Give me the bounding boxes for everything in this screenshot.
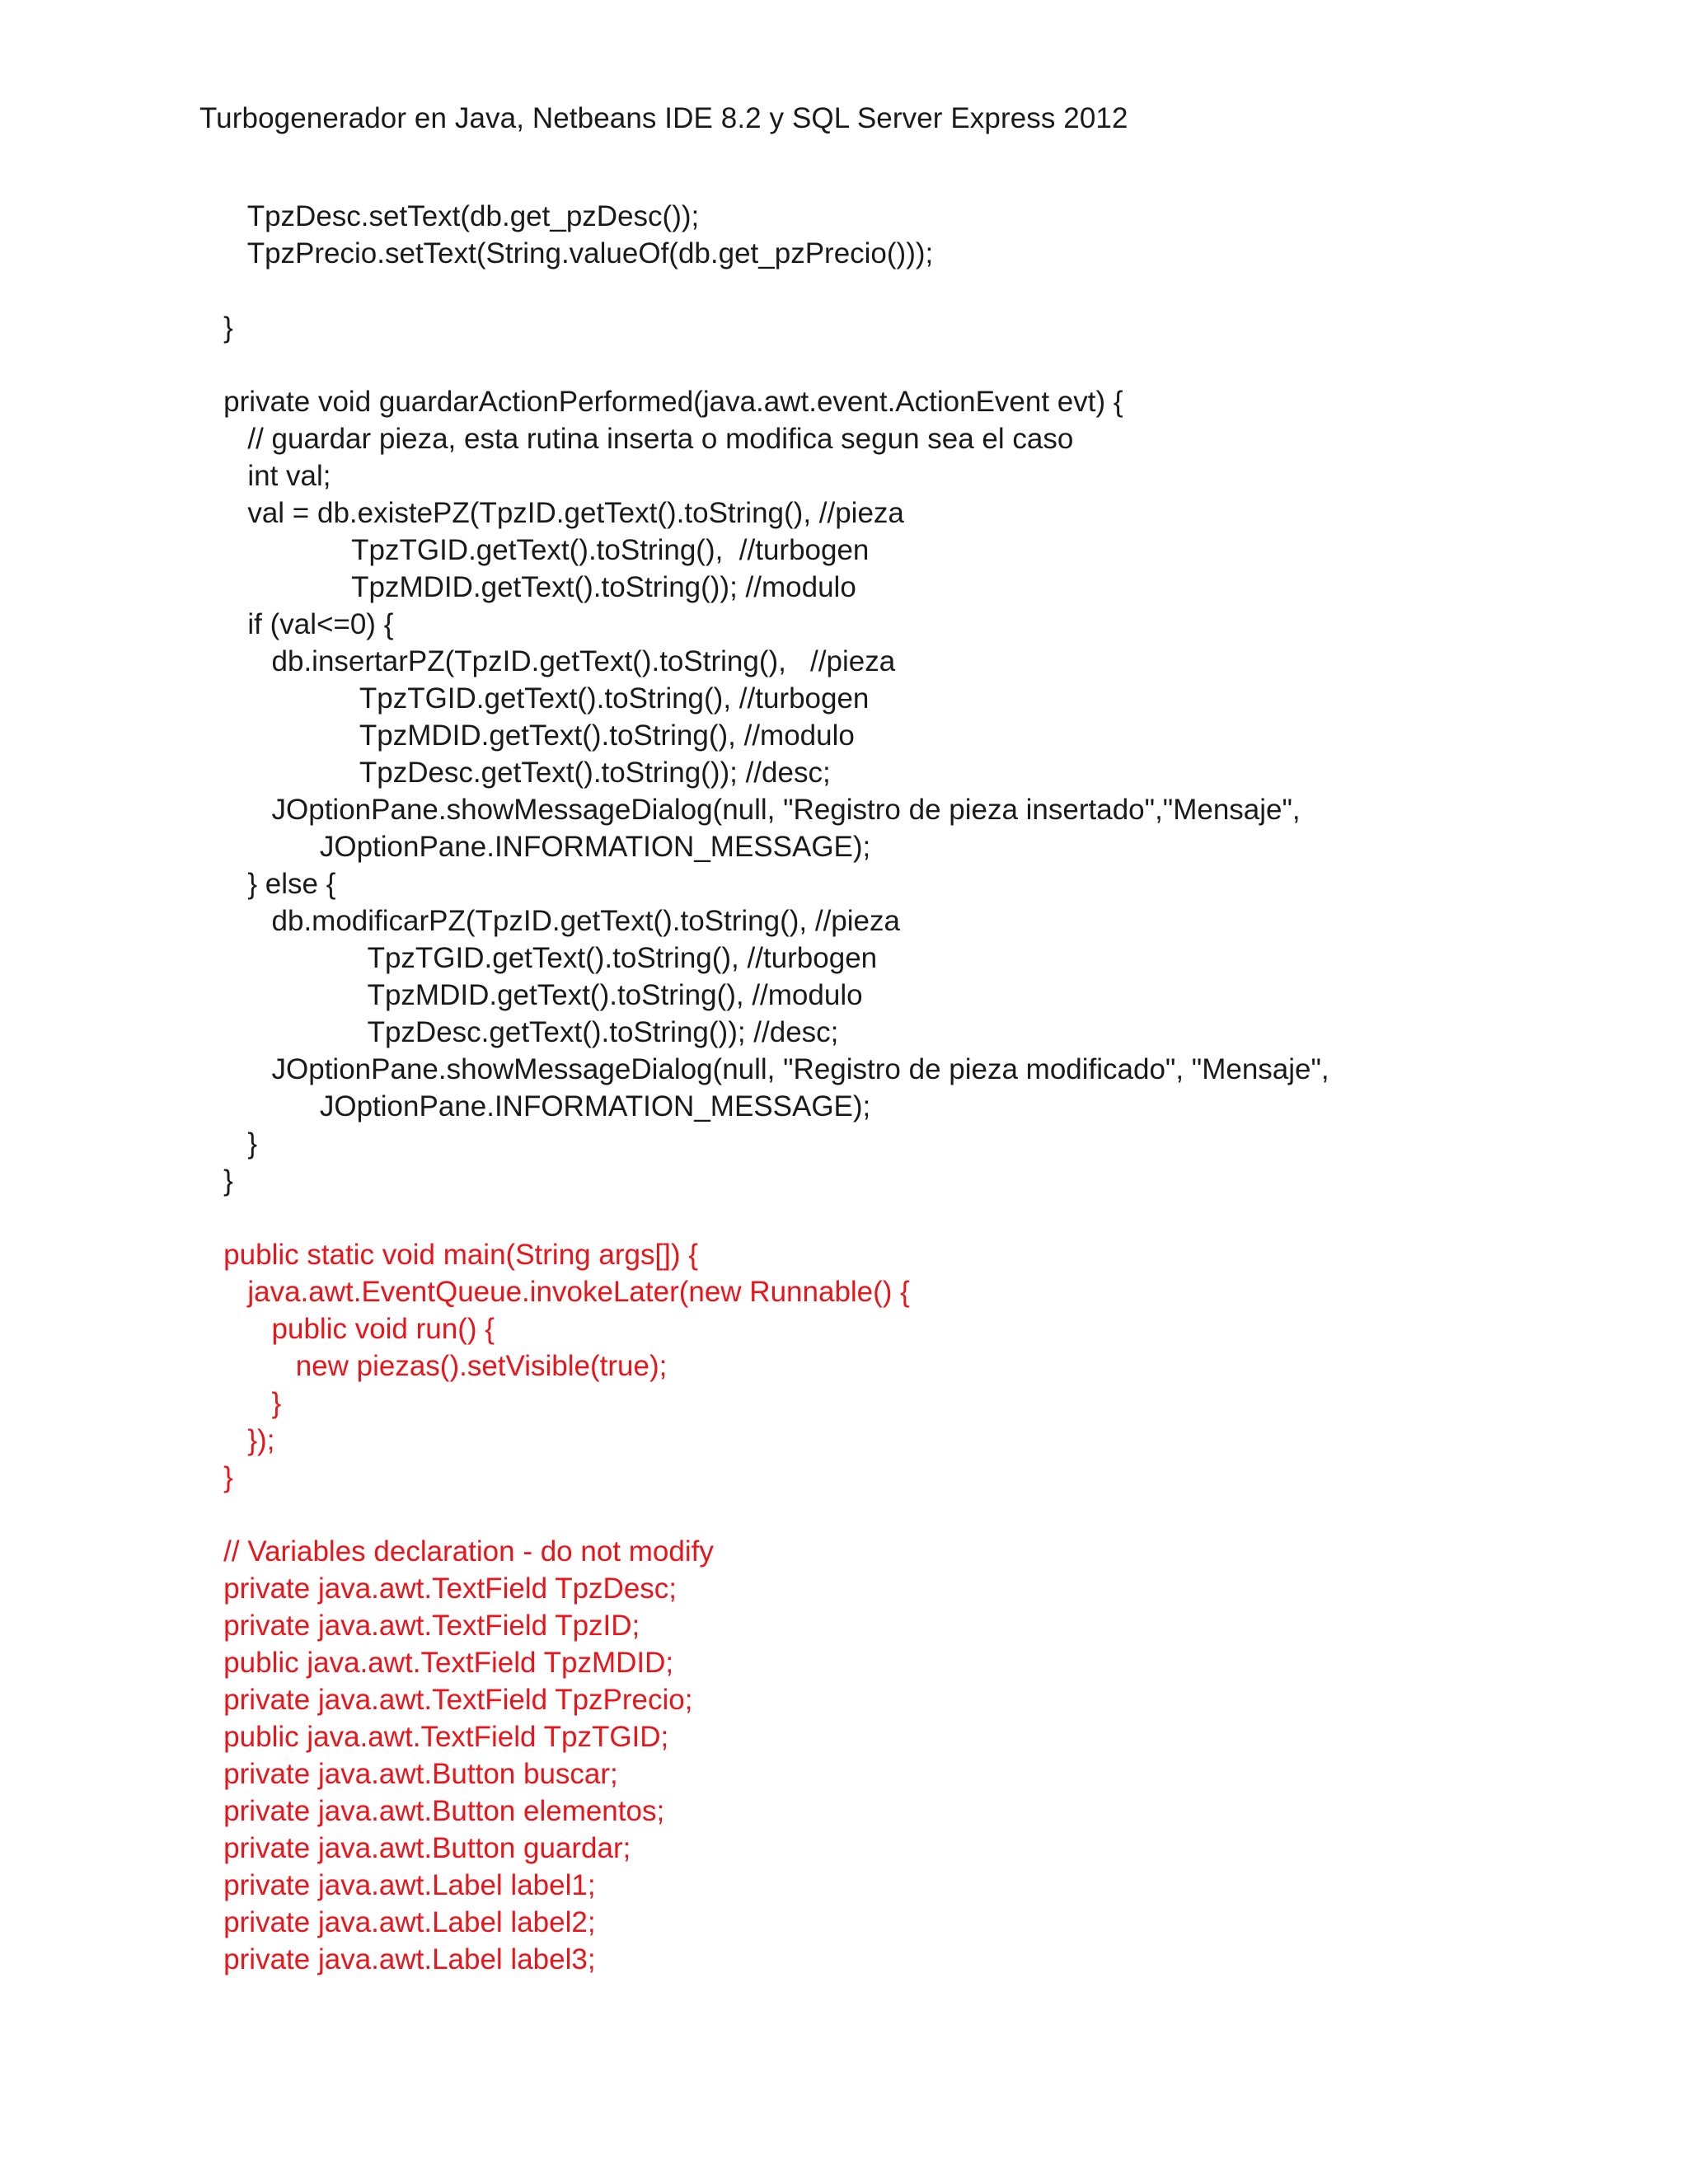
code-line: TpzTGID.getText().toString(), //turbogen: [199, 682, 870, 715]
code-line: }: [199, 1165, 233, 1197]
code-line: }: [199, 1387, 282, 1419]
code-line: private java.awt.TextField TpzID;: [199, 1610, 640, 1642]
code-line: }: [199, 312, 233, 344]
code-line: [199, 1496, 1329, 1533]
code-line: TpzMDID.getText().toString(), //modulo: [199, 719, 855, 752]
code-line: private void guardarActionPerformed(java.awt.event.ActionEvent evt) {: [199, 386, 1123, 418]
code-block: [199, 198, 1329, 1978]
code-line: private java.awt.Label label2;: [199, 1906, 596, 1938]
code-line: TpzPrecio.setText(String.valueOf(db.get_pzPrecio()));: [199, 237, 934, 269]
code-line: TpzMDID.getText().toString()); //modulo: [199, 571, 856, 603]
code-line: new piezas().setVisible(true);: [199, 1350, 668, 1382]
code-line: JOptionPane.INFORMATION_MESSAGE);: [199, 831, 871, 863]
code-line: public java.awt.TextField TpzTGID;: [199, 1721, 669, 1753]
code-line: private java.awt.Button guardar;: [199, 1832, 631, 1864]
code-line: TpzMDID.getText().toString(), //modulo: [199, 979, 863, 1011]
page-header: Turbogenerador en Java, Netbeans IDE 8.2 y SQL Server Express 2012: [199, 102, 1128, 134]
code-line: public static void main(String args[]) {: [199, 1239, 698, 1271]
code-line: db.insertarPZ(TpzID.getText().toString(), //pieza: [199, 645, 896, 677]
code-line: db.modificarPZ(TpzID.getText().toString(), //pieza: [199, 905, 900, 937]
code-line: JOptionPane.showMessageDialog(null, "Registro de pieza modificado", "Mensaje",: [199, 1053, 1329, 1085]
code-line: JOptionPane.INFORMATION_MESSAGE);: [199, 1090, 871, 1122]
code-line: private java.awt.Label label1;: [199, 1869, 596, 1901]
code-line: private java.awt.TextField TpzPrecio;: [199, 1684, 693, 1716]
code-line: [199, 346, 1329, 383]
code-line: if (val<=0) {: [199, 608, 394, 640]
code-line: TpzDesc.getText().toString()); //desc;: [199, 757, 831, 789]
code-line: } else {: [199, 868, 336, 900]
code-line: // Variables declaration - do not modify: [199, 1535, 714, 1568]
code-line: [199, 1199, 1329, 1236]
code-line: private java.awt.Label label3;: [199, 1943, 596, 1975]
code-line: private java.awt.Button elementos;: [199, 1795, 665, 1827]
code-line: private java.awt.TextField TpzDesc;: [199, 1572, 678, 1605]
code-line: }: [199, 1461, 233, 1493]
code-line: java.awt.EventQueue.invokeLater(new Runnable() {: [199, 1276, 910, 1308]
code-line: public java.awt.TextField TpzMDID;: [199, 1647, 674, 1679]
code-line: // guardar pieza, esta rutina inserta o modifica segun sea el caso: [199, 423, 1074, 455]
code-line: JOptionPane.showMessageDialog(null, "Registro de pieza insertado","Mensaje",: [199, 794, 1301, 826]
code-line: [199, 272, 1329, 309]
code-line: int val;: [199, 460, 331, 492]
code-line: }: [199, 1127, 258, 1160]
code-line: TpzTGID.getText().toString(), //turbogen: [199, 534, 870, 566]
code-line: public void run() {: [199, 1313, 495, 1345]
code-line: val = db.existePZ(TpzID.getText().toString(), //pieza: [199, 497, 904, 529]
code-line: TpzTGID.getText().toString(), //turbogen: [199, 942, 878, 974]
code-line: TpzDesc.getText().toString()); //desc;: [199, 1016, 839, 1048]
code-line: private java.awt.Button buscar;: [199, 1758, 618, 1790]
code-line: });: [199, 1424, 275, 1456]
code-line: TpzDesc.setText(db.get_pzDesc());: [199, 200, 700, 232]
